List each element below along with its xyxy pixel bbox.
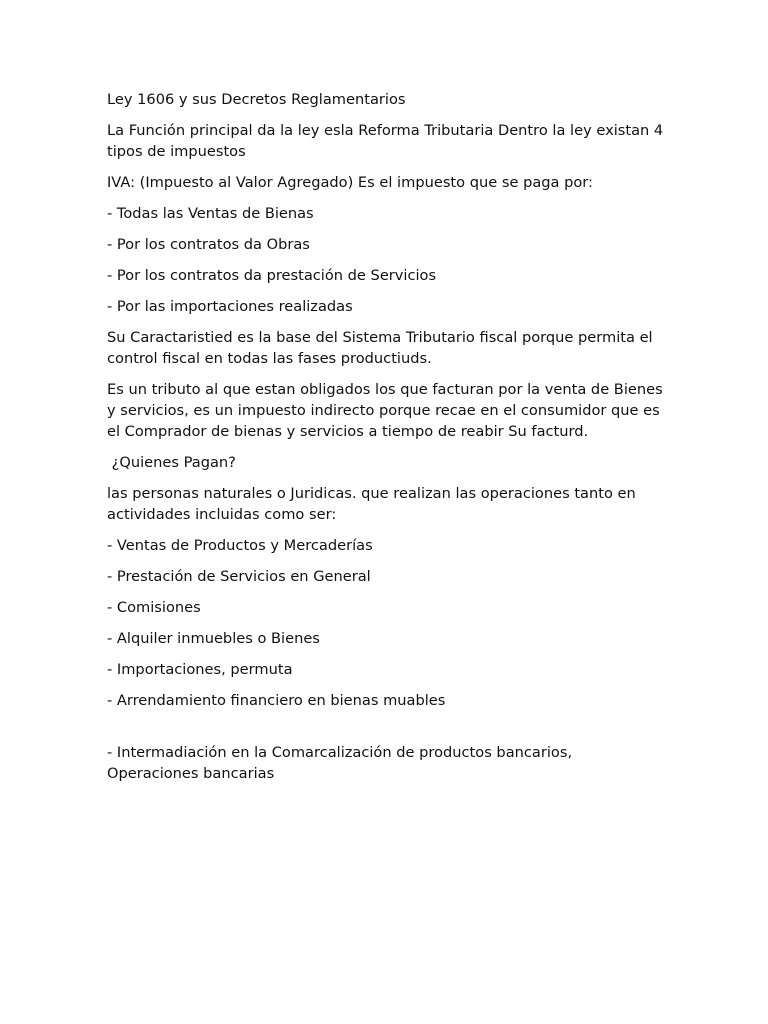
list-item-activity-1: - Ventas de Productos y Mercaderías — [107, 537, 373, 554]
list-item-activity-2: - Prestación de Servicios en General — [107, 568, 371, 585]
tribute-paragraph: Es un tributo al que estan obligados los que facturan por la venta de Bienes y servicios, es un impuesto indirecto porque recae en el consumidor que es el Comprador de bienas y servicios a tiempo de reabir Su facturd. — [107, 381, 663, 440]
who-pays-heading: ¿Quienes Pagan? — [107, 454, 236, 471]
characteristic-paragraph: Su Caractaristied es la base del Sistema Tributario fiscal porque permita el control fiscal en todas las fases productiuds. — [107, 329, 653, 367]
list-item-last: - Intermadiación en la Comarcalización de productos bancarios, Operaciones bancarias — [107, 744, 573, 782]
document-page — [107, 89, 667, 794]
list-item-iva-3: - Por los contratos da prestación de Servicios — [107, 267, 437, 284]
list-item-activity-5: - Importaciones, permuta — [107, 661, 293, 678]
who-pays-paragraph: las personas naturales o Juridicas. que realizan las operaciones tanto en actividades incluidas como ser: — [107, 485, 636, 523]
list-item-iva-2: - Por los contratos da Obras — [107, 236, 310, 253]
list-item-activity-6: - Arrendamiento financiero en bienas muables — [107, 692, 446, 709]
intro-paragraph: La Función principal da la ley esla Reforma Tributaria Dentro la ley existan 4 tipos de impuestos — [107, 122, 664, 160]
iva-heading: IVA: (Impuesto al Valor Agregado) Es el impuesto que se paga por: — [107, 174, 593, 191]
document-title: Ley 1606 y sus Decretos Reglamentarios — [107, 91, 406, 108]
list-item-iva-1: - Todas las Ventas de Bienas — [107, 205, 314, 222]
list-item-activity-4: - Alquiler inmuebles o Bienes — [107, 630, 320, 647]
list-item-iva-4: - Por las importaciones realizadas — [107, 298, 353, 315]
list-item-activity-3: - Comisiones — [107, 599, 201, 616]
blank-line — [107, 721, 667, 742]
